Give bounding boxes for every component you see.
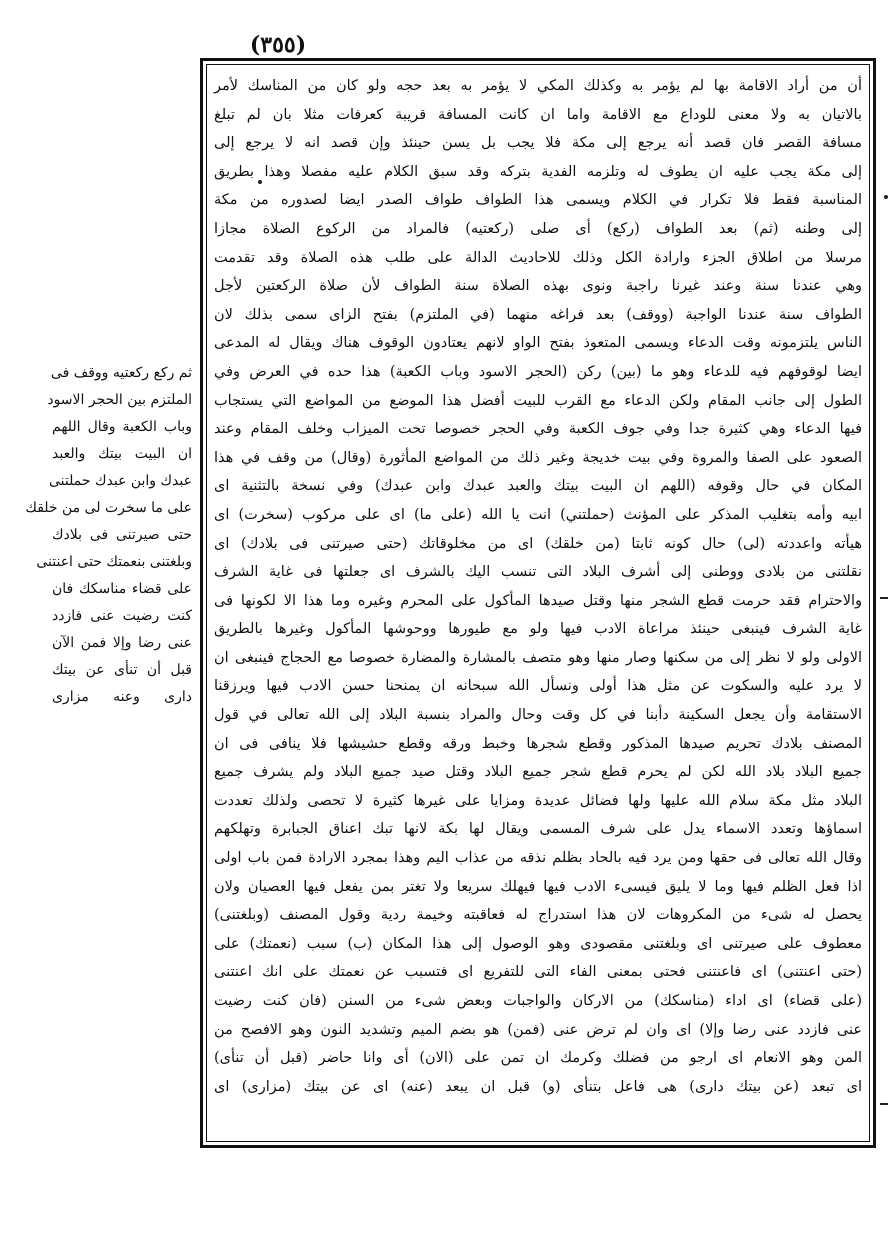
text-line: أن من أراد الاقامة بها لم يؤمر به وكذلك المكي لا يؤمر به بعد حجه ولو كان من المناسك لأمر bbox=[214, 78, 862, 94]
commentary-text bbox=[214, 72, 862, 1138]
margin-line: وباب الكعبة وقال اللهم bbox=[52, 419, 192, 435]
text-line: الاولى ولو لا نظر إلى من سكنها وصار منها وهو متصف بالمشارة والمضارة خصوصا مع الحجاج فينبغى ان bbox=[214, 649, 862, 666]
text-line: وهي عندنا سنة وعند غيرنا راجبة ونوى بهذه الصلاة سنة الطواف لأن صلاة الركعتين لأجل bbox=[214, 278, 862, 295]
margin-line: عبدك وابن عبدك حملتنى bbox=[49, 473, 192, 489]
text-line: جميع البلاد بلاد الله لكن لم يحرم قطع شجر جميع البلاد وقتل صيد جميع البلاد ولم يشرف جميع bbox=[214, 764, 862, 781]
text-line: الصعود على الصفا والمروة وفي بيت خديجة وغير ذلك من المواضع المأثورة (وقال) من وقف في هذا bbox=[214, 449, 862, 466]
margin-tick bbox=[880, 1103, 888, 1105]
text-line: الناس يلتزمونه وقت الدعاء ويسمى المتعوذ بفتح الواو لانهم يعتادون الوقوف هناك ويقال له المدعى bbox=[214, 335, 862, 352]
text-line: المكان في حال وقوفه (اللهم ان البيت بيتك والعبد عبدك وابن عبدك) وفي نسخة بالتثنية اى bbox=[214, 478, 862, 495]
text-line: إلى مكة يجب عليه ان يطوف له وتلزمه الفدية بتركه وقد سبق الكلام عليه مفصلا وهذا بطريق bbox=[214, 163, 862, 180]
margin-line: وبلغتنى بنعمتك حتى اعنتنى bbox=[36, 554, 192, 570]
margin-dot bbox=[258, 180, 262, 184]
text-line: مرسلا من اطلاق الجزء وارادة الكل وذلك للاحاديث الدالة على طلب هذه الصلاة وقد تقدمت bbox=[214, 249, 862, 266]
text-line: مسافة القصر فان قصد أنه يرجع إلى مكة فلا يجب بل يسن حينئذ وإن قصد انه لا يرجع إلى bbox=[214, 135, 862, 152]
text-line: المن وهو الانعام اى ارجو من فضلك وكرمك ان تمن على (الان) أى وانا حاضر (قبل أن تنأى) bbox=[214, 1050, 862, 1067]
text-line: والاحترام فقد حرمت قطع الشجر منها وقتل صيدها المأكول على المحرم وغيره وما هذا الا لكونها فى bbox=[214, 592, 862, 609]
margin-line: قبل أن تنأى عن بيتك bbox=[52, 662, 192, 678]
text-line: (على قضاء) اى اداء (مناسكك) من الاركان والواجبات وبعض شىء من السنن (فان كنت رضيت bbox=[214, 993, 862, 1009]
text-line: ايضا لوقوفهم فيه للدعاء وهو ما (بين) ركن (الحجر الاسود وباب الكعبة) هذا حده في العرض وفي bbox=[214, 363, 862, 380]
margin-tick bbox=[880, 597, 888, 599]
margin-line: دارى وعنه مزارى bbox=[52, 689, 192, 705]
margin-matn-text bbox=[25, 360, 192, 711]
text-line: (حتى اعنتنى) اى فاعنتنى فحتى بمعنى الفاء التى للتفريع اى فتسبب عن نعمتك على انك اعنتنى bbox=[214, 964, 862, 981]
margin-line: عنى رضا وإلا فمن الآن bbox=[52, 635, 192, 651]
margin-line: الملتزم بين الحجر الاسود bbox=[47, 392, 192, 408]
margin-line: حتى صيرتنى فى بلادك bbox=[52, 527, 192, 543]
margin-line: على ما سخرت لى من خلقك bbox=[25, 500, 192, 516]
text-line: هيأته واعددته (لى) حال كونه ثابتا (من خلقك) اى من مخلوقاتك (حتى صيرتنى فى بلادك) اى bbox=[214, 535, 862, 552]
text-line: المناسبة فقط فلا تكرار في الكلام ويسمى هذا الطواف طواف الصدر ايضا لصدوره من مكة bbox=[214, 192, 862, 209]
text-line: الطول إلى جانب المقام ولكن الدعاء مع القرب للبيت أفضل هذا الموضع من المواضع التي يستجاب bbox=[214, 392, 862, 409]
text-line: إلى وطنه (ثم) بعد الطواف (ركع) أى صلى (ركعتيه) فالمراد من الركوع الصلاة مجازا bbox=[214, 220, 862, 237]
page-number: (٣٥٥) bbox=[249, 32, 307, 58]
margin-line: على قضاء مناسكك فان bbox=[52, 581, 192, 597]
text-line: فيها الدعاء وهي كثيرة جدا وفي جوف الكعبة وفي الحجر خصوصا تحت الميزاب وخلف المقام وعند bbox=[214, 421, 862, 438]
text-line: غاية الشرف فينبغى حينئذ مراعاة الادب فيها ولو مع طيورها ووحوشها المأكول وغيرها بالطريق bbox=[214, 621, 862, 638]
text-line: بالاتيان به ولا معنى للوداع مع الاقامة واما ان كانت المسافة قريبة كعرفات مثلا بان لم تبلغ bbox=[214, 106, 862, 123]
text-line: لا يرد عليه والسكوت عن مثل هذا أولى ونسأل الله سبحانه ان يمنحنا حسن الادب فيها ويرزقنا bbox=[214, 678, 862, 695]
margin-line: ثم ركع ركعتيه ووقف فى bbox=[50, 365, 192, 381]
text-line: اسماؤها وتعدد الاسماء يدل على شرف المسمى ويقال لها بكة لانها تبك اعناق الجبابرة وتهلكهم bbox=[214, 821, 862, 838]
text-line: عنى فازدد عنى رضا وإلا) اى وان لم ترض عنى (فمن) هو بضم الميم وتشديد النون وهو الافصح من bbox=[214, 1021, 862, 1038]
margin-line: ان البيت بيتك والعبد bbox=[52, 446, 192, 462]
text-line: يحصل له شىء من المكروهات لان هذا استدراج له فعاقبته وخيمة ردية وقول المصنف (وبلغتنى) bbox=[214, 907, 862, 924]
text-line: الطواف سنة عندنا الواجبة (ووقف) بعد فراغه منهما (في الملتزم) بفتح الزاى سمى بذلك لان bbox=[214, 306, 862, 323]
text-line: الاستقامة وأن يجعل السكينة دأبنا في كل وقت وحال والمراد بنسبة البلاد إلى الله تعالى في قول bbox=[214, 707, 862, 724]
text-line: المصنف بلادك تحريم صيدها المذكور وقطع شجرها وخبط ورقه وقطع حشيشها فلا ينافى فى ان bbox=[214, 735, 862, 752]
margin-dot bbox=[884, 195, 888, 199]
text-line: اذا فعل الظلم فيها وما لا يليق فيسىء الادب فيها فيهلك سريعا ولا تغتر بمن يفعل فيها العصيان ولان bbox=[214, 878, 862, 895]
margin-line: كنت رضيت عنى فازدد bbox=[52, 608, 192, 624]
text-line: معطوف على صيرتنى اى وبلغتنى مقصودى وهو الوصول إلى هذا المكان (ب) سبب (نعمتك) على bbox=[214, 935, 862, 952]
text-line: اى تبعد (عن بيتك دارى) هى فاعل بتنأى (و) قبل ان يبعد (عنه) اى عن بيتك (مزارى) اى bbox=[214, 1078, 862, 1095]
text-line: البلاد مثل مكة سلام الله عليها ولها فضائل عديدة ومزايا على غيرها كثيرة لا تحصى ولذلك تعددت bbox=[214, 792, 862, 809]
text-line: وقال الله تعالى فى حقها ومن يرد فيه بالحاد بظلم نذقه من عذاب اليم وهذا بمجرد الارادة فمن باب اولى bbox=[214, 850, 862, 867]
text-line: نقلتنى من بلادى ووطنى إلى أشرف البلاد التى تنسب اليك بالشرف اى جعلتها فى غاية الشرف bbox=[214, 564, 862, 581]
text-line: ابيه وأمه بتغليب المذكر على المؤنث (حملتني) انت يا الله (على ما) اى على مركوب (سخرت) اى bbox=[214, 506, 862, 523]
